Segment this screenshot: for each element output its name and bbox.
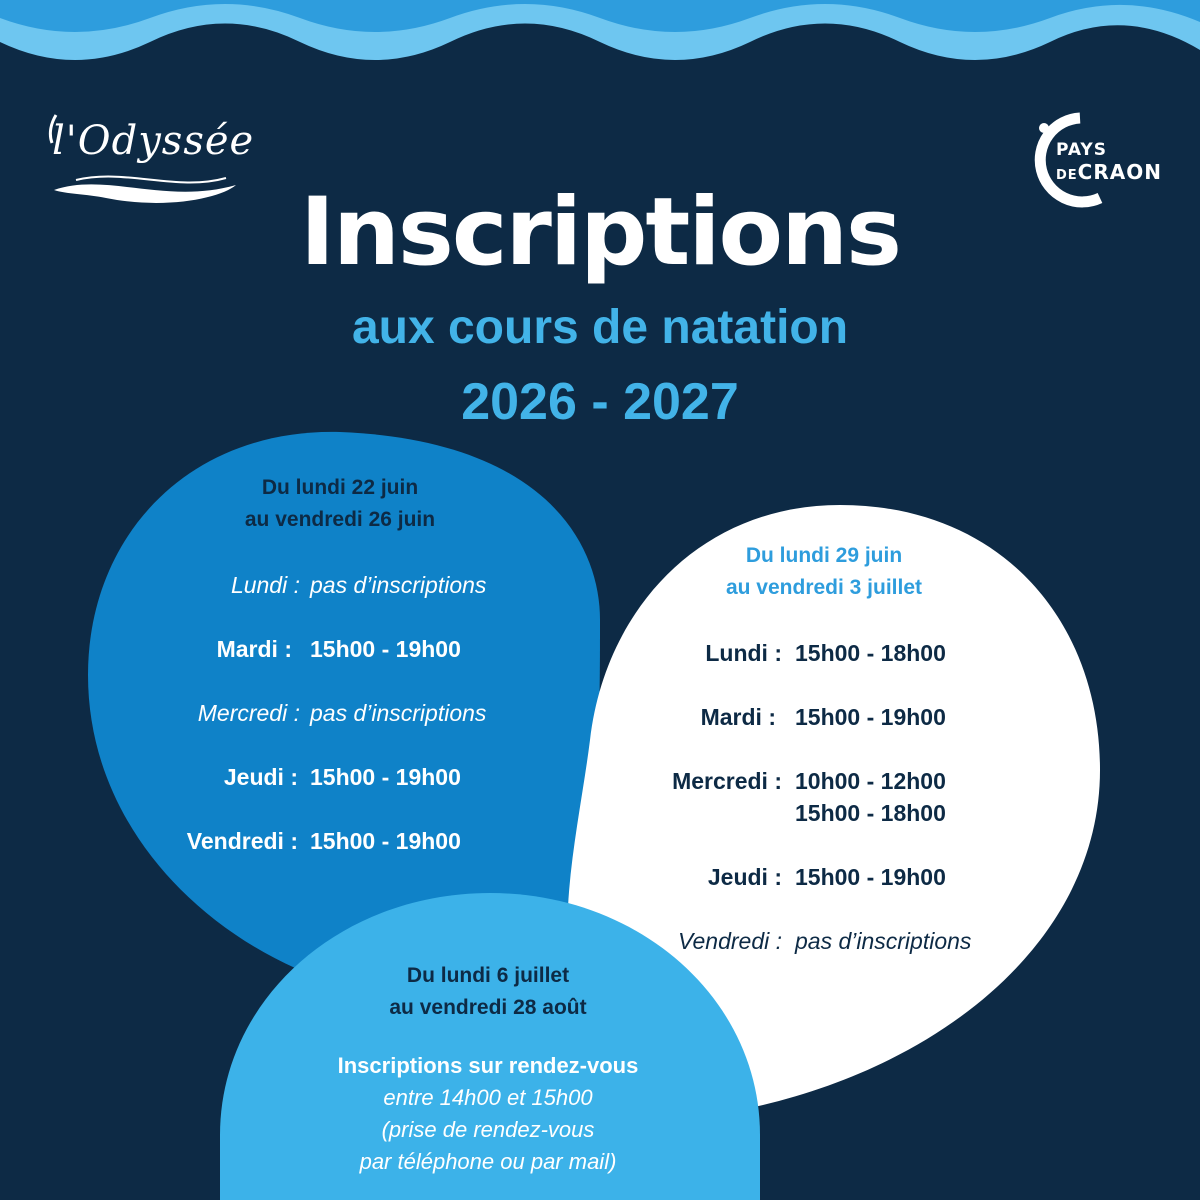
period-3-note-line-2: (prise de rendez-vous (381, 1117, 595, 1142)
craon-line-1: PAYS (1056, 140, 1107, 160)
page-title: Inscriptions (299, 178, 901, 287)
period-1-line-2: au vendredi 26 juin (244, 508, 436, 531)
hours-value: 15h00 - 19h00 (795, 704, 946, 730)
day-label: Mardi : (216, 636, 292, 662)
hours-value: 15h00 - 19h00 (795, 864, 946, 890)
day-label: Lundi : (230, 572, 300, 598)
hours-value: 10h00 - 12h00 (795, 768, 946, 794)
period-2-heading (624, 540, 1024, 604)
page-years: 2026 - 2027 (461, 373, 739, 431)
hours-value: pas d’inscriptions (310, 700, 487, 726)
day-label: Vendredi : (186, 828, 298, 854)
day-label: Jeudi : (223, 764, 298, 790)
hours-value: 15h00 - 19h00 (310, 764, 461, 790)
hours-value-2: 15h00 - 18h00 (795, 800, 946, 826)
day-label: Lundi : (705, 640, 782, 666)
day-label: Jeudi : (707, 864, 782, 890)
page-subtitle: aux cours de natation (351, 301, 849, 354)
period-1-heading (140, 472, 540, 536)
period-3-heading (288, 960, 688, 1024)
day-label: Mercredi : (672, 768, 782, 794)
hours-value: 15h00 - 19h00 (310, 636, 461, 662)
craon-line-2-prefix: DE (1056, 168, 1078, 183)
hours-value: pas d’inscriptions (795, 928, 972, 954)
period-3-note-line-1: entre 14h00 et 15h00 (383, 1085, 593, 1110)
day-label: Mercredi : (197, 700, 300, 726)
hours-value: 15h00 - 19h00 (310, 828, 461, 854)
odyssee-logo-text: l'Odyssée (52, 118, 255, 164)
hours-value: 15h00 - 18h00 (795, 640, 946, 666)
period-3-line-2: au vendredi 28 août (389, 996, 587, 1019)
day-label: Mardi : (700, 704, 776, 730)
period-3-note-title: Inscriptions sur rendez-vous (337, 1053, 639, 1078)
craon-line-2-main: CRAON (1077, 160, 1162, 184)
day-label: Vendredi : (678, 928, 782, 954)
period-3-note-line-3: par téléphone ou par mail) (359, 1149, 617, 1174)
period-3-note (258, 1050, 718, 1178)
period-2-line-1: Du lundi 29 juin (745, 544, 903, 567)
period-1-line-1: Du lundi 22 juin (261, 476, 419, 499)
hours-value: pas d’inscriptions (310, 572, 487, 598)
period-2-line-2: au vendredi 3 juillet (725, 576, 923, 599)
period-3-line-1: Du lundi 6 juillet (406, 964, 570, 987)
